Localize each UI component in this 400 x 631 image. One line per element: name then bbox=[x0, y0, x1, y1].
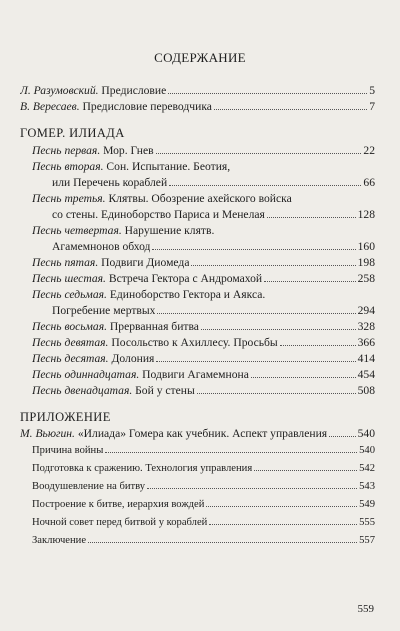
song-label: Песнь вторая. bbox=[32, 160, 104, 173]
dot-leader bbox=[329, 436, 356, 437]
entry-text: Нарушение клятв. bbox=[121, 224, 215, 237]
page-ref: 5 bbox=[369, 84, 375, 97]
toc-subentry bbox=[32, 462, 375, 476]
dot-leader bbox=[156, 361, 355, 362]
dot-leader bbox=[206, 506, 357, 507]
toc-subentry bbox=[32, 480, 375, 494]
toc-entry-song-5 bbox=[32, 256, 375, 270]
entry-text: Построение к битве, иерархия вождей bbox=[32, 499, 205, 510]
dot-leader bbox=[157, 313, 355, 314]
page-ref: 454 bbox=[357, 368, 375, 381]
dot-leader bbox=[105, 452, 357, 453]
page-ref: 543 bbox=[359, 481, 375, 492]
toc-subentry bbox=[32, 444, 375, 458]
page-ref: 557 bbox=[359, 535, 375, 546]
page-ref: 414 bbox=[357, 352, 375, 365]
toc-entry-song-7-cont bbox=[52, 304, 375, 318]
entry-text: Встреча Гектора с Андромахой bbox=[105, 272, 263, 285]
entry-text: «Илиада» Гомера как учебник. Аспект управления bbox=[74, 427, 328, 440]
entry-text: Единоборство Гектора и Аякса. bbox=[106, 288, 266, 301]
page-ref: 258 bbox=[357, 272, 375, 285]
entry-text: Посольство к Ахиллесу. Просьбы bbox=[108, 336, 278, 349]
toc-entry-song-7 bbox=[32, 288, 375, 302]
song-label: Песнь седьмая. bbox=[32, 288, 107, 301]
dot-leader bbox=[280, 345, 356, 346]
dot-leader bbox=[168, 93, 367, 94]
page-ref: 555 bbox=[359, 517, 375, 528]
dot-leader bbox=[214, 109, 367, 110]
dot-leader bbox=[209, 524, 357, 525]
entry-text: Воодушевление на битву bbox=[32, 481, 146, 492]
page-ref: 128 bbox=[357, 208, 375, 221]
dot-leader bbox=[191, 265, 355, 266]
entry-text: Бой у стены bbox=[132, 384, 195, 397]
toc-entry-song-4-cont bbox=[52, 240, 375, 254]
toc-entry-song-1 bbox=[32, 144, 375, 158]
page-ref: 366 bbox=[357, 336, 375, 349]
dot-leader bbox=[201, 329, 356, 330]
toc-entry-song-4 bbox=[32, 224, 375, 238]
song-label: Песнь одиннадцатая. bbox=[32, 368, 140, 381]
song-label: Песнь двенадцатая. bbox=[32, 384, 133, 397]
song-label: Песнь первая. bbox=[32, 144, 101, 157]
dot-leader bbox=[251, 377, 356, 378]
entry-text: Подвиги Диомеда bbox=[98, 256, 190, 269]
toc-entry-veresaev bbox=[20, 100, 375, 114]
song-label: Песнь восьмая. bbox=[32, 320, 108, 333]
entry-text: Погребение мертвых bbox=[52, 304, 156, 317]
page-ref: 540 bbox=[359, 445, 375, 456]
dot-leader bbox=[264, 281, 356, 282]
entry-text: Предисловие переводчика bbox=[79, 100, 212, 113]
page-ref: 160 bbox=[357, 240, 375, 253]
toc-entry-song-12 bbox=[32, 384, 375, 398]
toc-entry-razumovsky bbox=[20, 84, 375, 98]
toc-entry-song-10 bbox=[32, 352, 375, 366]
toc-entry-vyugin bbox=[20, 427, 375, 441]
song-label: Песнь четвертая. bbox=[32, 224, 122, 237]
dot-leader bbox=[88, 542, 357, 543]
entry-text: Подвиги Агамемнона bbox=[139, 368, 249, 381]
page-ref: 294 bbox=[357, 304, 375, 317]
page-ref: 328 bbox=[357, 320, 375, 333]
toc-subentry bbox=[32, 516, 375, 530]
author: М. Вьюгин. bbox=[20, 427, 75, 440]
toc-subentry bbox=[32, 498, 375, 512]
entry-text: Причина войны bbox=[32, 445, 104, 456]
entry-text: Долония bbox=[108, 352, 155, 365]
author: В. Вересаев. bbox=[20, 100, 80, 113]
entry-text: Ночной совет перед битвой у кораблей bbox=[32, 517, 208, 528]
dot-leader bbox=[152, 249, 355, 250]
page-ref: 66 bbox=[363, 176, 375, 189]
section-heading-appendix: ПРИЛОЖЕНИЕ bbox=[20, 410, 111, 424]
page-ref: 508 bbox=[357, 384, 375, 397]
entry-text: Сон. Испытание. Беотия, bbox=[103, 160, 231, 173]
author: Л. Разумовский. bbox=[20, 84, 99, 97]
entry-text: со стены. Единоборство Париса и Менелая bbox=[52, 208, 265, 221]
toc-entry-song-6 bbox=[32, 272, 375, 286]
page-ref: 540 bbox=[357, 427, 375, 440]
song-label: Песнь третья. bbox=[32, 192, 106, 205]
song-label: Песнь девятая. bbox=[32, 336, 109, 349]
page-ref: 22 bbox=[363, 144, 375, 157]
entry-text: Клятвы. Обозрение ахейского войска bbox=[105, 192, 292, 205]
dot-leader bbox=[156, 153, 362, 154]
toc-entry-song-3 bbox=[32, 192, 375, 206]
toc-entry-song-9 bbox=[32, 336, 375, 350]
entry-text: Заключение bbox=[32, 535, 87, 546]
toc-subentry bbox=[32, 534, 375, 548]
dot-leader bbox=[267, 217, 356, 218]
page-number: 559 bbox=[357, 603, 374, 615]
entry-text: Прерванная битва bbox=[107, 320, 199, 333]
toc-title: СОДЕРЖАНИЕ bbox=[154, 50, 246, 65]
page-ref: 542 bbox=[359, 463, 375, 474]
page-ref: 7 bbox=[369, 100, 375, 113]
page-ref: 198 bbox=[357, 256, 375, 269]
song-label: Песнь шестая. bbox=[32, 272, 106, 285]
entry-text: или Перечень кораблей bbox=[52, 176, 168, 189]
dot-leader bbox=[147, 488, 357, 489]
entry-text: Подготовка к сражению. Технология управления bbox=[32, 463, 253, 474]
toc-entry-song-2-cont bbox=[52, 176, 375, 190]
entry-text: Мор. Гнев bbox=[100, 144, 154, 157]
song-label: Песнь пятая. bbox=[32, 256, 99, 269]
dot-leader bbox=[254, 470, 357, 471]
entry-text: Агамемнонов обход bbox=[52, 240, 151, 253]
toc-entry-song-11 bbox=[32, 368, 375, 382]
toc-entry-song-3-cont bbox=[52, 208, 375, 222]
toc-entry-song-2 bbox=[32, 160, 375, 174]
section-heading-iliad: ГОМЕР. ИЛИАДА bbox=[20, 126, 125, 140]
dot-leader bbox=[169, 185, 361, 186]
dot-leader bbox=[197, 393, 356, 394]
page-ref: 549 bbox=[359, 499, 375, 510]
entry-text: Предисловие bbox=[98, 84, 167, 97]
toc-entry-song-8 bbox=[32, 320, 375, 334]
song-label: Песнь десятая. bbox=[32, 352, 109, 365]
